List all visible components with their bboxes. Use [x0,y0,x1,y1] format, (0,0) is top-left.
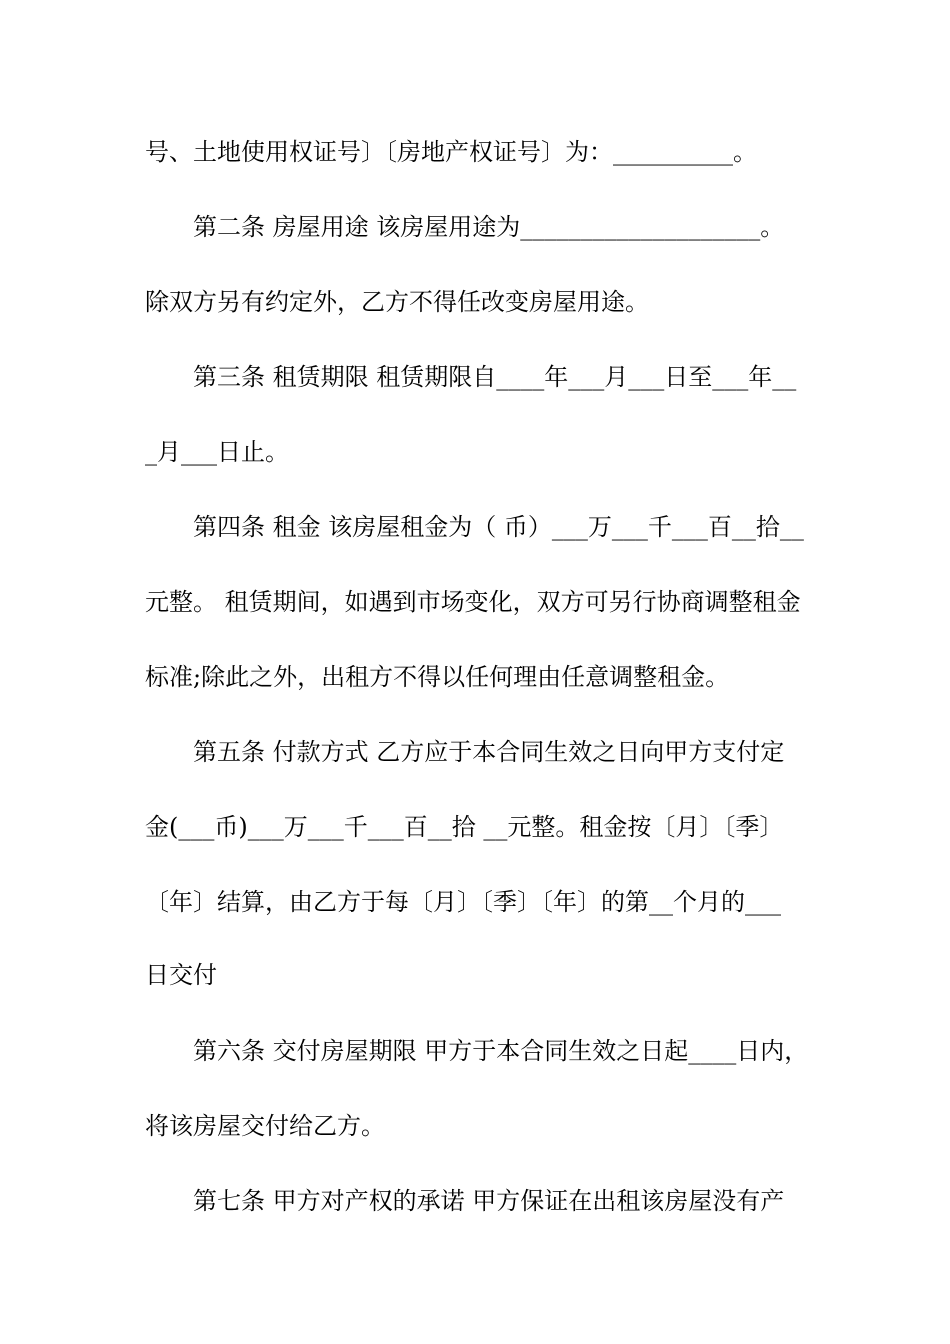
clause-6-line: 第六条 交付房屋期限 甲方于本合同生效之日起____日内， [193,1037,809,1065]
clause-4-line: 第四条 租金 该房屋租金为（ 币）___万___千___百__拾__ [193,513,804,541]
clause-5-line: 第五条 付款方式 乙方应于本合同生效之日向甲方支付定 [193,738,785,766]
text-line-5: _月___日止。 [145,438,289,466]
text-line-7: 元整。 租赁期间，如遇到市场变化，双方可另行协商调整租金 [145,588,801,616]
text-line-11: 〔年〕结算，由乙方于每〔月〕〔季〕〔年〕的第__个月的___ [145,888,781,916]
text-line-14: 将该房屋交付给乙方。 [145,1112,385,1140]
clause-7-line: 第七条 甲方对产权的承诺 甲方保证在出租该房屋没有产 [193,1187,785,1215]
text-line-8: 标准;除此之外，出租方不得以任何理由任意调整租金。 [145,663,730,691]
text-line-1: 号、土地使用权证号〕〔房地产权证号〕为：__________。 [145,138,757,166]
text-line-3: 除双方另有约定外，乙方不得任改变房屋用途。 [145,288,649,316]
clause-2-line: 第二条 房屋用途 该房屋用途为____________________。 [193,213,785,241]
clause-3-line: 第三条 租赁期限 租赁期限自____年___月___日至___年__ [193,363,797,391]
text-line-10: 金(___币)___万___千___百__拾 __元整。租金按〔月〕〔季〕 [145,813,784,841]
text-line-12: 日交付 [145,961,217,989]
